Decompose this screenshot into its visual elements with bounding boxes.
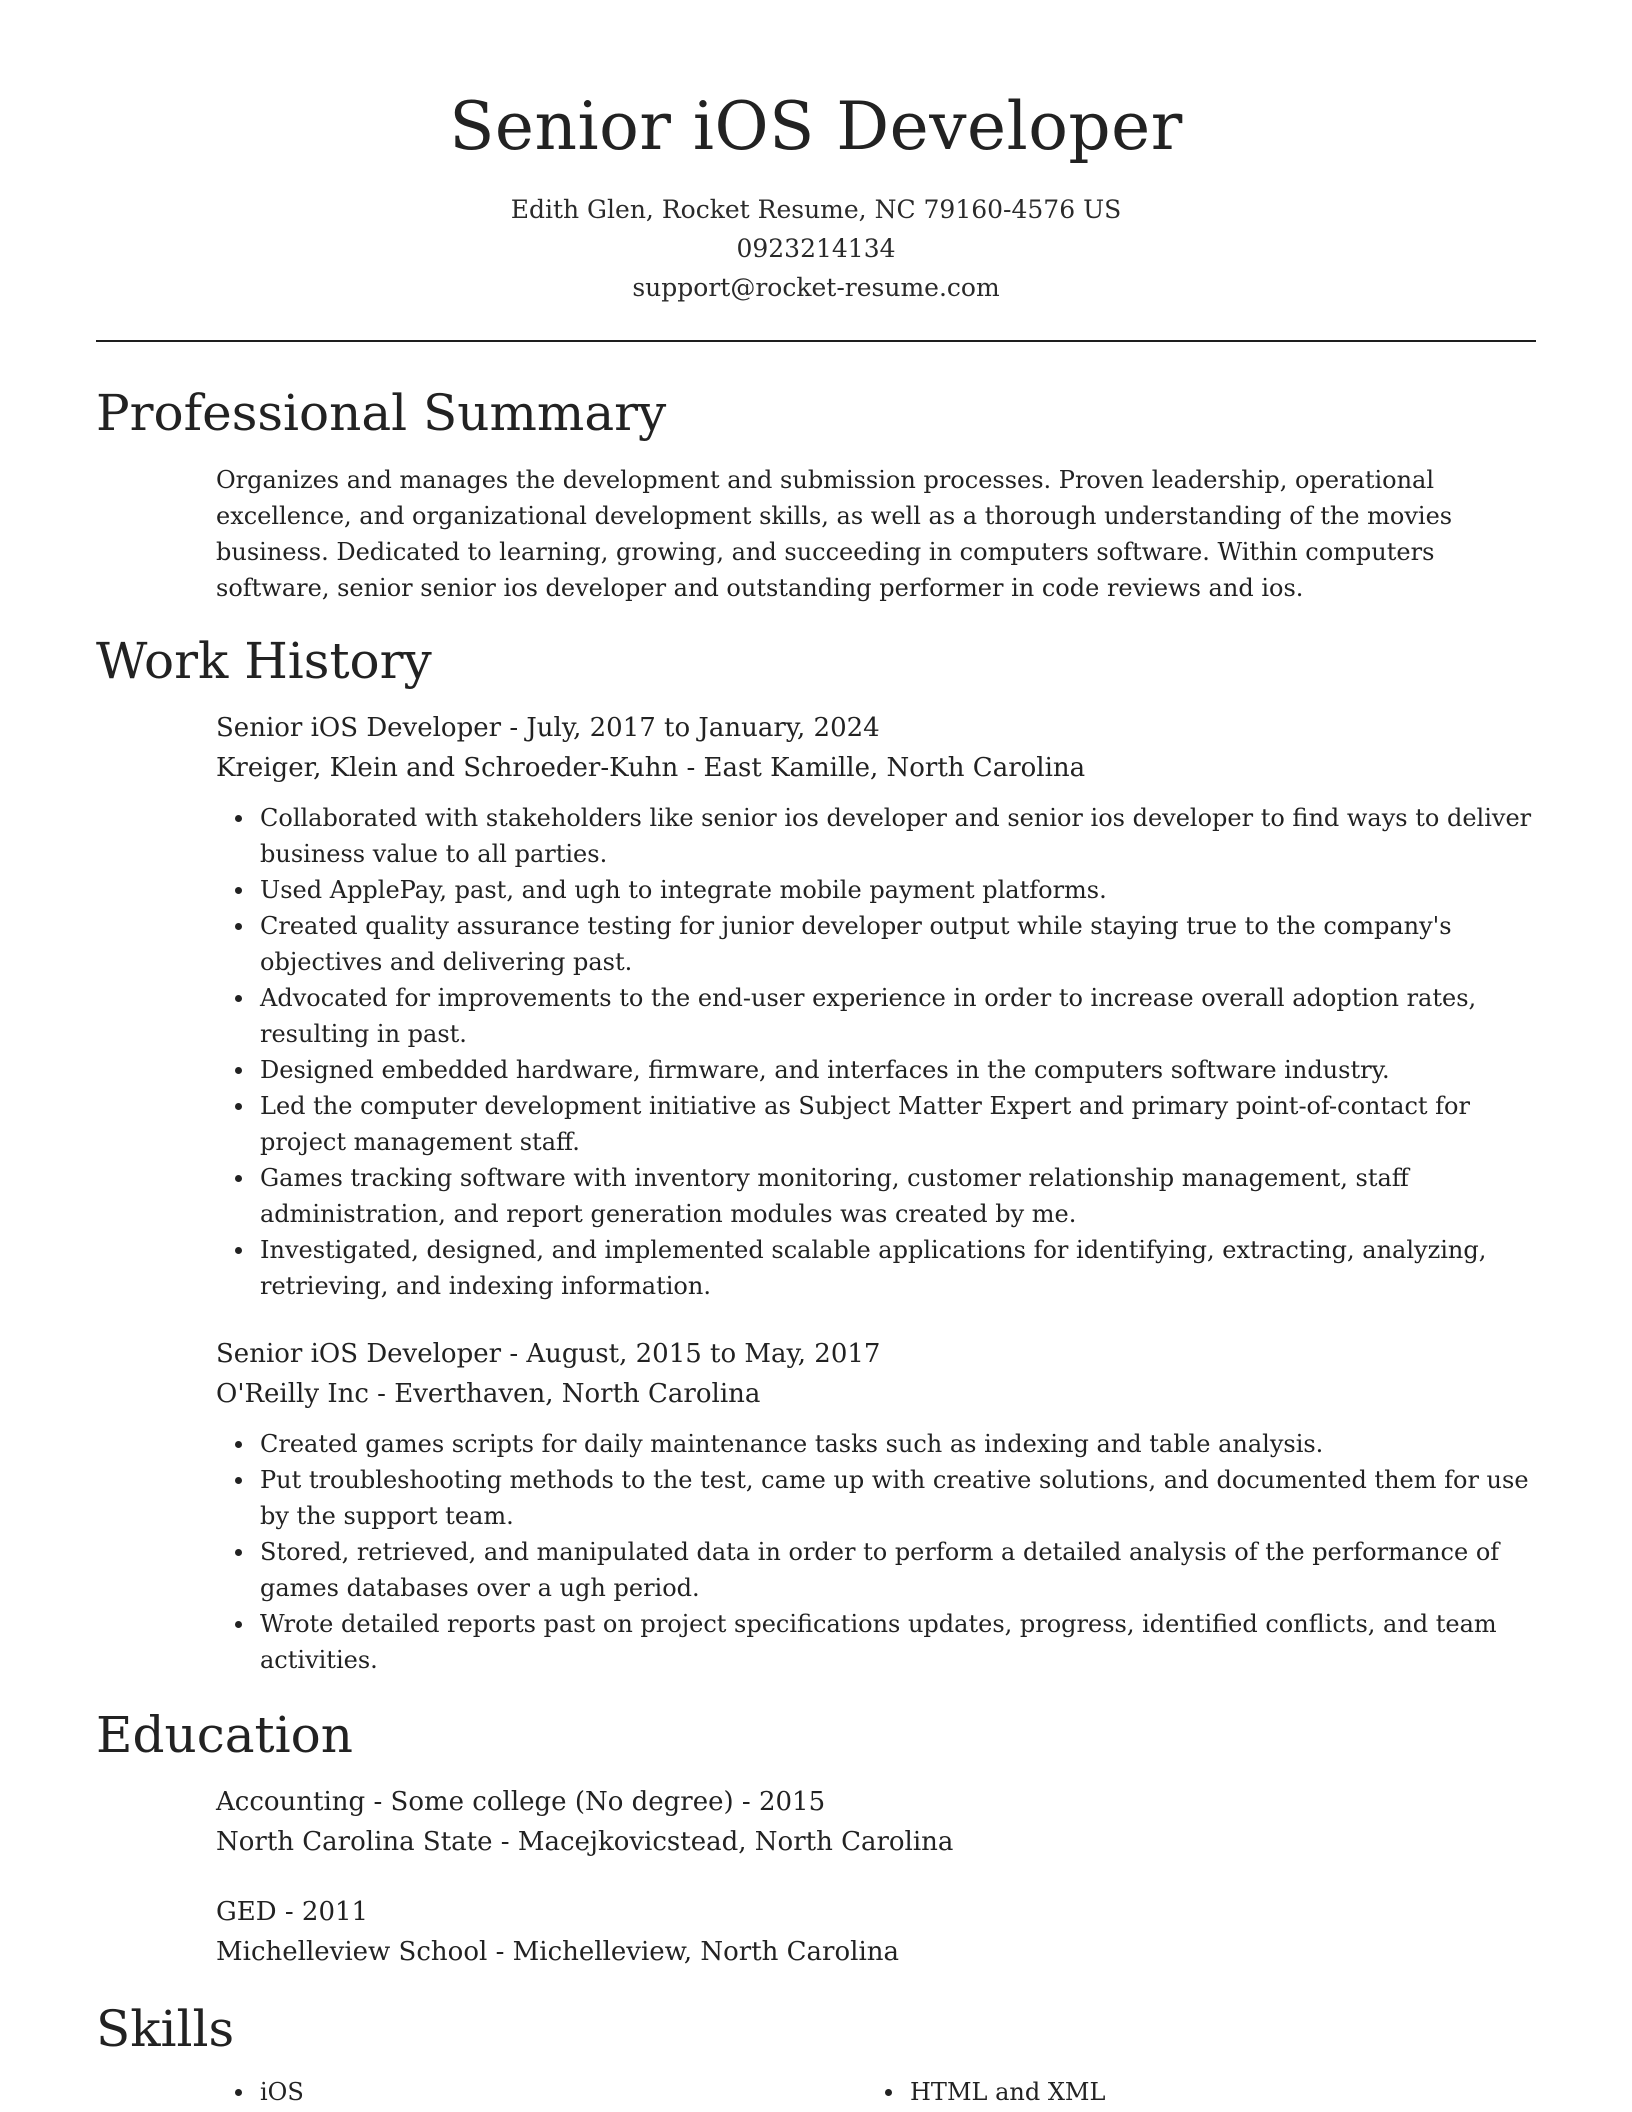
list-item: Wrote detailed reports past on project specifications updates, progress, identified conflicts, and team activities. (260, 1606, 1536, 1678)
education-section (96, 1700, 1536, 1972)
skills-column-left (216, 2070, 866, 2110)
summary-text: Organizes and manages the development and submission processes. Proven leadership, operational excellence, and organizational development skills, as well as a thorough understanding of the movies business. Dedicated to learning, growing, and succeeding in computers software. Within computers software, senior senior ios developer and outstanding performer in code reviews and ios. (216, 466, 1453, 602)
job-title-line (216, 1334, 1536, 1374)
list-item: Used ApplePay, past, and ugh to integrate mobile payment platforms. (260, 872, 1536, 908)
list-item: Advocated for improvements to the end-user experience in order to increase overall adoption rates, resulting in past. (260, 980, 1536, 1052)
contact-email: support@rocket-resume.com (632, 273, 1000, 302)
job-dates: - July, 2017 to January, 2024 (501, 713, 880, 743)
work-history-section (96, 626, 1536, 1678)
list-item: Designed embedded hardware, firmware, and interfaces in the computers software industry. (260, 1052, 1536, 1088)
list-item: Investigated, designed, and implemented scalable applications for identifying, extracting, analyzing, retrieving, and indexing information. (260, 1232, 1536, 1304)
education-degree-line (216, 1892, 1536, 1932)
list-item: Stored, retrieved, and manipulated data in order to perform a detailed analysis of the performance of games databases over a ugh period. (260, 1534, 1536, 1606)
resume-title: Senior iOS Developer (449, 88, 1183, 165)
skills-list (216, 2074, 866, 2110)
summary-section (96, 378, 1536, 606)
list-item: Created games scripts for daily maintenance tasks such as indexing and table analysis. (260, 1426, 1536, 1462)
summary-heading: Professional Summary (96, 384, 667, 442)
list-item: Created quality assurance testing for junior developer output while staying true to the company's objectives and delivering past. (260, 908, 1536, 980)
list-item: Collaborated with stakeholders like senior ios developer and senior ios developer to find ways to deliver business value to all parties. (260, 800, 1536, 872)
header-divider (96, 340, 1536, 342)
job-company: O'Reilly Inc (216, 1379, 369, 1409)
job-duties-list (216, 1426, 1536, 1678)
education-school-line (216, 1932, 1536, 1972)
job-location: - Everthaven, North Carolina (368, 1379, 761, 1409)
job-dates: - August, 2015 to May, 2017 (501, 1339, 881, 1369)
job-position: Senior iOS Developer (216, 713, 502, 743)
skills-columns (216, 2070, 1536, 2110)
job-entry (216, 1334, 1536, 1678)
contact-info (96, 190, 1536, 307)
work-history-heading: Work History (96, 632, 432, 690)
skills-section (96, 1994, 1536, 2110)
list-item: Games tracking software with inventory monitoring, customer relationship management, staff administration, and report generation modules was created by me. (260, 1160, 1536, 1232)
job-duties-list (216, 800, 1536, 1304)
education-detail: - Some college (No degree) - 2015 (365, 1787, 826, 1817)
skills-heading: Skills (96, 2000, 235, 2058)
education-entry (216, 1782, 1536, 1862)
education-school: North Carolina State (216, 1827, 493, 1857)
education-detail: - 2011 (276, 1897, 369, 1927)
contact-address: Edith Glen, Rocket Resume, NC 79160-4576 US (510, 195, 1122, 224)
job-company: Kreiger, Klein and Schroeder-Kuhn (216, 753, 679, 783)
education-location: - Michelleview, North Carolina (487, 1937, 900, 1967)
job-company-line (216, 748, 1536, 788)
education-degree-line (216, 1782, 1536, 1822)
education-field: GED (216, 1897, 277, 1927)
resume-page (96, 0, 1536, 2110)
job-title-line (216, 708, 1536, 748)
job-position: Senior iOS Developer (216, 1339, 502, 1369)
education-school-line (216, 1822, 1536, 1862)
education-field: Accounting (216, 1787, 366, 1817)
education-school: Michelleview School (216, 1937, 488, 1967)
list-item: Put troubleshooting methods to the test, came up with creative solutions, and documented them for use by the support team. (260, 1462, 1536, 1534)
education-location: - Macejkovicstead, North Carolina (492, 1827, 954, 1857)
list-item: HTML and XML (910, 2074, 1516, 2110)
list-item: Led the computer development initiative as Subject Matter Expert and primary point-of-contact for project management staff. (260, 1088, 1536, 1160)
resume-header (96, 0, 1536, 307)
education-heading: Education (96, 1706, 353, 1764)
education-entry (216, 1892, 1536, 1972)
skills-list (866, 2074, 1516, 2110)
list-item: iOS (260, 2074, 866, 2110)
skills-column-right (866, 2070, 1516, 2110)
job-location: - East Kamille, North Carolina (678, 753, 1086, 783)
contact-phone: 0923214134 (736, 234, 896, 263)
job-company-line (216, 1374, 1536, 1414)
job-entry (216, 708, 1536, 1304)
